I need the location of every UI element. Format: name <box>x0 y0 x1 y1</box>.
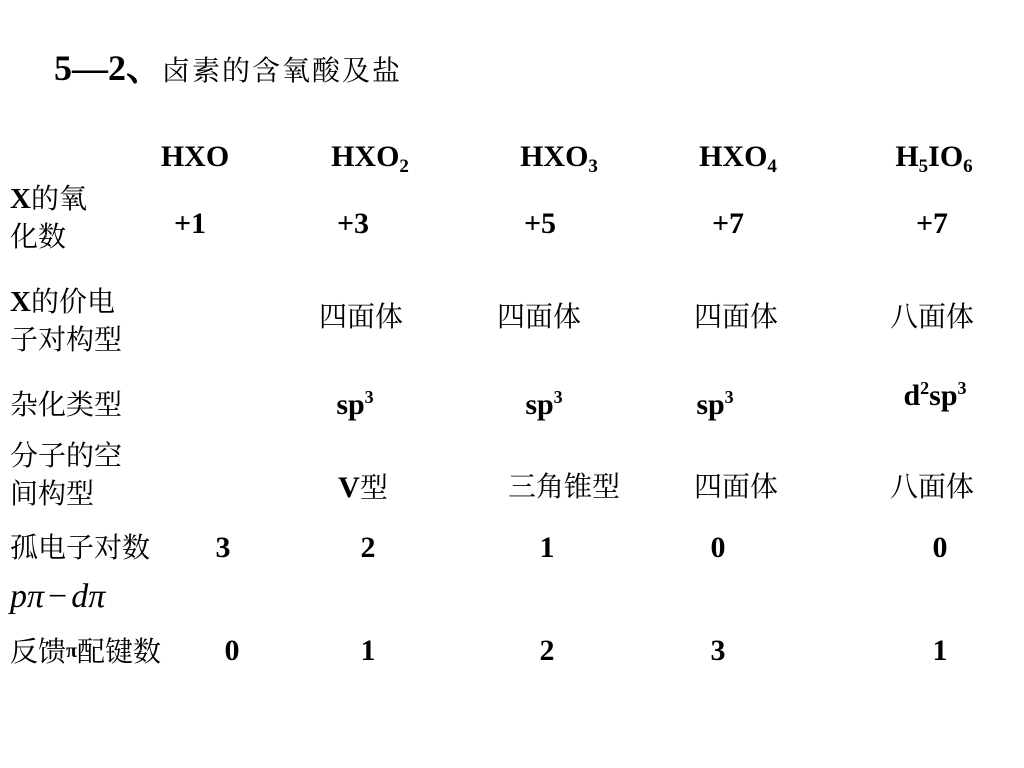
geometry-value-2: 三角锥型 <box>507 470 620 503</box>
column-header-hxo2-sub: 2 <box>399 156 409 177</box>
column-header-hxo-base: HXO <box>160 140 230 173</box>
hybridization-value-2-sup: 3 <box>553 387 563 407</box>
feedback-value-1: 0 <box>224 634 240 667</box>
row-label-electron-pair-x: X <box>10 286 31 318</box>
oxidation-value-5: +7 <box>915 207 949 240</box>
p-pi-d-pi-formula <box>10 580 105 614</box>
electron-pair-value-2: 四面体 <box>496 300 581 333</box>
column-header-h5io6-sub: 6 <box>963 156 973 177</box>
feedback-value-4: 3 <box>710 634 726 667</box>
lone-pairs-value-4: 0 <box>710 531 726 564</box>
hybridization-value-4-sup: 3 <box>957 378 967 398</box>
column-header-hxo4 <box>653 140 823 177</box>
lone-pairs-value-2: 2 <box>360 531 376 564</box>
oxidation-value-2: +3 <box>336 207 370 240</box>
column-header-hxo4-base: HXO <box>699 140 768 173</box>
row-label-oxidation <box>10 180 87 256</box>
row-label-oxidation-x: X <box>10 183 31 215</box>
hybridization-value-1-base: sp <box>336 388 365 421</box>
row-label-geometry <box>10 437 122 513</box>
oxidation-value-3: +5 <box>523 207 557 240</box>
column-header-h5io6-h-sub: 5 <box>918 156 929 177</box>
row-label-oxidation-line2: 化数 <box>10 220 67 253</box>
lone-pairs-value-3: 1 <box>539 531 555 564</box>
column-header-h5io6-base: IO <box>928 140 964 173</box>
oxidation-value-4: +7 <box>711 207 745 240</box>
row-label-electron-pair <box>10 283 122 359</box>
title-text: 卤素的含氧酸及盐 <box>162 54 403 87</box>
column-header-hxo4-sub: 4 <box>767 156 777 177</box>
title-number: 5—2、 <box>54 48 163 88</box>
row-label-feedback-pi: π <box>66 640 77 662</box>
geometry-value-3: 四面体 <box>693 470 778 503</box>
column-header-hxo <box>110 142 280 172</box>
hybridization-value-3 <box>630 387 800 421</box>
formula-p: p <box>10 578 27 615</box>
hybridization-value-4-pre-sup: 2 <box>920 378 930 398</box>
column-header-hxo3-sub: 3 <box>588 156 598 177</box>
hybridization-value-3-base: sp <box>696 388 725 421</box>
column-header-hxo2 <box>285 140 455 177</box>
hybridization-value-4-base: sp <box>929 379 958 412</box>
row-label-electron-pair-line1: 的价电 <box>30 285 115 318</box>
lone-pairs-value-1: 3 <box>215 531 231 564</box>
geometry-value-1-rest: 型 <box>359 471 388 504</box>
geometry-value-1 <box>278 473 448 503</box>
row-label-electron-pair-line2: 子对构型 <box>10 323 123 356</box>
column-header-hxo3 <box>474 140 644 177</box>
electron-pair-value-1: 四面体 <box>318 300 403 333</box>
oxidation-value-1: +1 <box>173 207 207 240</box>
hybridization-value-4 <box>850 378 1020 412</box>
formula-pi-2: π <box>88 578 106 615</box>
electron-pair-value-4: 八面体 <box>889 300 974 333</box>
row-label-feedback-pre: 反馈 <box>10 635 67 668</box>
hybridization-value-4-pre: d <box>903 379 921 412</box>
hybridization-value-2 <box>459 387 629 421</box>
geometry-value-1-letter: V <box>338 471 360 504</box>
column-header-h5io6-h: H <box>895 140 919 173</box>
column-header-h5io6 <box>849 140 1019 177</box>
lone-pairs-value-5: 0 <box>932 531 948 564</box>
feedback-value-2: 1 <box>360 634 376 667</box>
formula-minus: − <box>48 578 68 615</box>
electron-pair-value-3: 四面体 <box>693 300 778 333</box>
hybridization-value-2-base: sp <box>525 388 554 421</box>
formula-pi-1: π <box>27 578 45 615</box>
row-label-geometry-line1: 分子的空 <box>10 439 123 472</box>
row-label-oxidation-line1: 的氧 <box>30 182 87 215</box>
geometry-value-4: 八面体 <box>889 470 974 503</box>
hybridization-value-3-sup: 3 <box>724 387 734 407</box>
feedback-value-3: 2 <box>539 634 555 667</box>
hybridization-value-1-sup: 3 <box>364 387 374 407</box>
row-label-hybridization: 杂化类型 <box>10 388 123 421</box>
hybridization-value-1 <box>270 387 440 421</box>
column-header-hxo2-base: HXO <box>331 140 400 173</box>
row-label-lone-pairs: 孤电子对数 <box>10 531 151 564</box>
slide-title <box>54 50 402 86</box>
feedback-value-5: 1 <box>932 634 948 667</box>
column-header-hxo3-base: HXO <box>520 140 589 173</box>
row-label-geometry-line2: 间构型 <box>10 477 95 510</box>
formula-d: d <box>71 578 89 615</box>
row-label-feedback <box>10 632 161 671</box>
row-label-feedback-post: 配键数 <box>76 635 161 668</box>
